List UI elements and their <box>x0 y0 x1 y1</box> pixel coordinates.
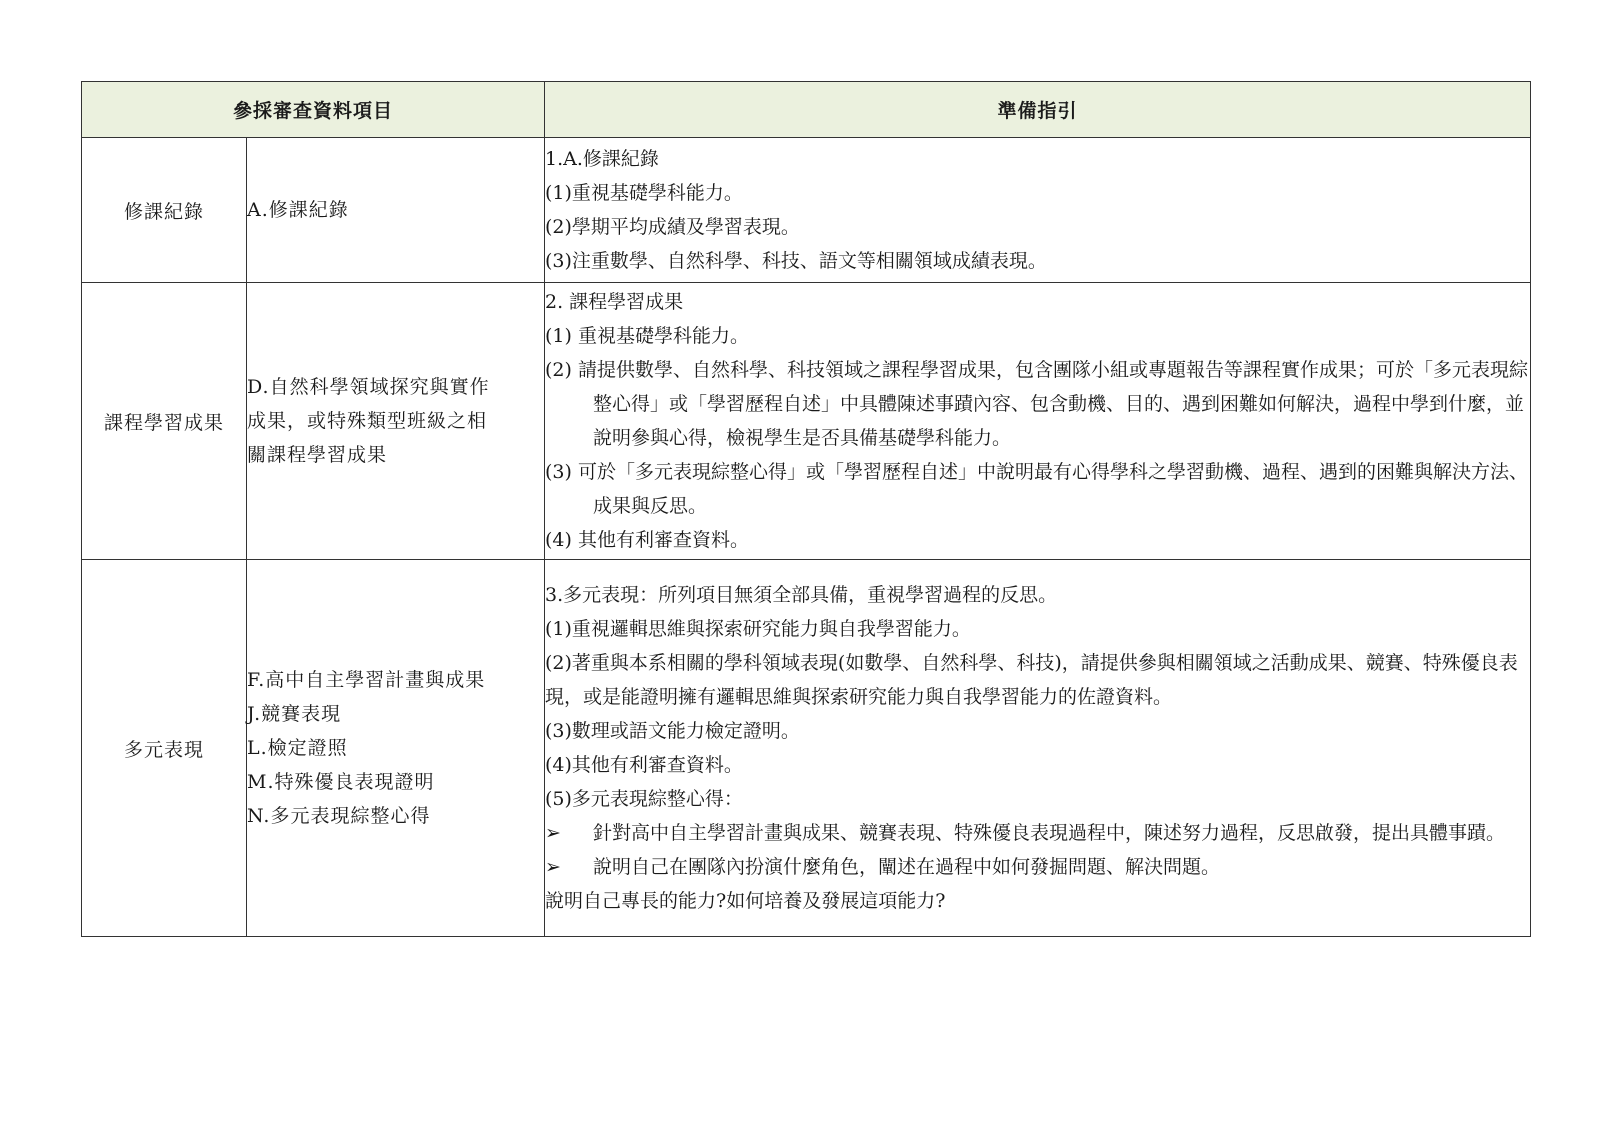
guide-line: (3)數理或語文能力檢定證明。 <box>545 720 800 742</box>
guide-cell <box>545 283 1531 560</box>
item-line: 成果，或特殊類型班級之相 <box>247 410 488 432</box>
items-cell <box>247 560 545 937</box>
guide-line: (3)注重數學、自然科學、科技、語文等相關領域成績表現。 <box>545 250 1047 272</box>
items-cell <box>247 138 545 283</box>
bullet-arrow-icon: ➢ <box>545 856 561 878</box>
bullet-text: 說明自己在團隊內扮演什麼角色，闡述在過程中如何發掘問題、解決問題。 <box>593 856 1221 878</box>
table-row <box>82 560 1531 937</box>
guide-line: 1.A.修課紀錄 <box>545 148 659 170</box>
guide-cell <box>545 560 1531 937</box>
category-cell: 修課紀錄 <box>82 138 247 283</box>
item-line: F.高中自主學習計畫與成果 <box>247 669 486 691</box>
guide-line: (4) 其他有利審查資料。 <box>545 529 749 551</box>
item-line: J.競賽表現 <box>247 703 342 725</box>
guide-line: (5)多元表現綜整心得： <box>545 788 743 810</box>
category-cell: 多元表現 <box>82 560 247 937</box>
item-line: M.特殊優良表現證明 <box>247 771 435 793</box>
guide-line: 說明自己專長的能力?如何培養及發展這項能力? <box>545 890 946 912</box>
guide-line: (1) 重視基礎學科能力。 <box>545 325 749 347</box>
bullet-item <box>545 816 1530 850</box>
header-guidance: 準備指引 <box>545 82 1531 138</box>
item-line: 關課程學習成果 <box>247 444 388 466</box>
item-line: D.自然科學領域探究與實作 <box>247 376 490 398</box>
items-cell <box>247 283 545 560</box>
header-row <box>82 82 1531 138</box>
guide-line: 3.多元表現：所列項目無須全部具備，重視學習過程的反思。 <box>545 584 1058 606</box>
item-line: A.修課紀錄 <box>247 199 349 221</box>
table-row <box>82 283 1531 560</box>
guide-paragraph: (2)著重與本系相關的學科領域表現(如數學、自然科學、科技)，請提供參與相關領域之活動成果、競賽、特殊優良表現，或是能證明擁有邏輯思維與探索研究能力與自我學習能力的佐證資料。 <box>545 652 1518 708</box>
guide-table <box>81 81 1531 937</box>
table-row <box>82 138 1531 283</box>
guide-line: 2. 課程學習成果 <box>545 291 684 313</box>
item-line: N.多元表現綜整心得 <box>247 805 431 827</box>
bullet-item <box>545 850 1530 884</box>
bullet-text: 針對高中自主學習計畫與成果、競賽表現、特殊優良表現過程中，陳述努力過程，反思啟發，提出具體事蹟。 <box>593 822 1506 844</box>
guide-paragraph: (3) 可於「多元表現綜整心得」或「學習歷程自述」中說明最有心得學科之學習動機、過程、遇到的困難與解決方法、成果與反思。 <box>545 461 1528 517</box>
guide-line: (1)重視基礎學科能力。 <box>545 182 743 204</box>
category-cell: 課程學習成果 <box>82 283 247 560</box>
header-review-items: 參採審查資料項目 <box>82 82 545 138</box>
guide-cell <box>545 138 1531 283</box>
guide-line: (1)重視邏輯思維與探索研究能力與自我學習能力。 <box>545 618 971 640</box>
item-line: L.檢定證照 <box>247 737 348 759</box>
guide-paragraph: (2) 請提供數學、自然科學、科技領域之課程學習成果，包含團隊小組或專題報告等課程實作成果；可於「多元表現綜整心得」或「學習歷程自述」中具體陳述事蹟內容、包含動機、目的、遇到困難如何解決，過程中學到什麼，並說明參與心得，檢視學生是否具備基礎學科能力。 <box>545 359 1528 449</box>
guide-line: (4)其他有利審查資料。 <box>545 754 743 776</box>
guide-line: (2)學期平均成績及學習表現。 <box>545 216 800 238</box>
bullet-arrow-icon: ➢ <box>545 822 561 844</box>
